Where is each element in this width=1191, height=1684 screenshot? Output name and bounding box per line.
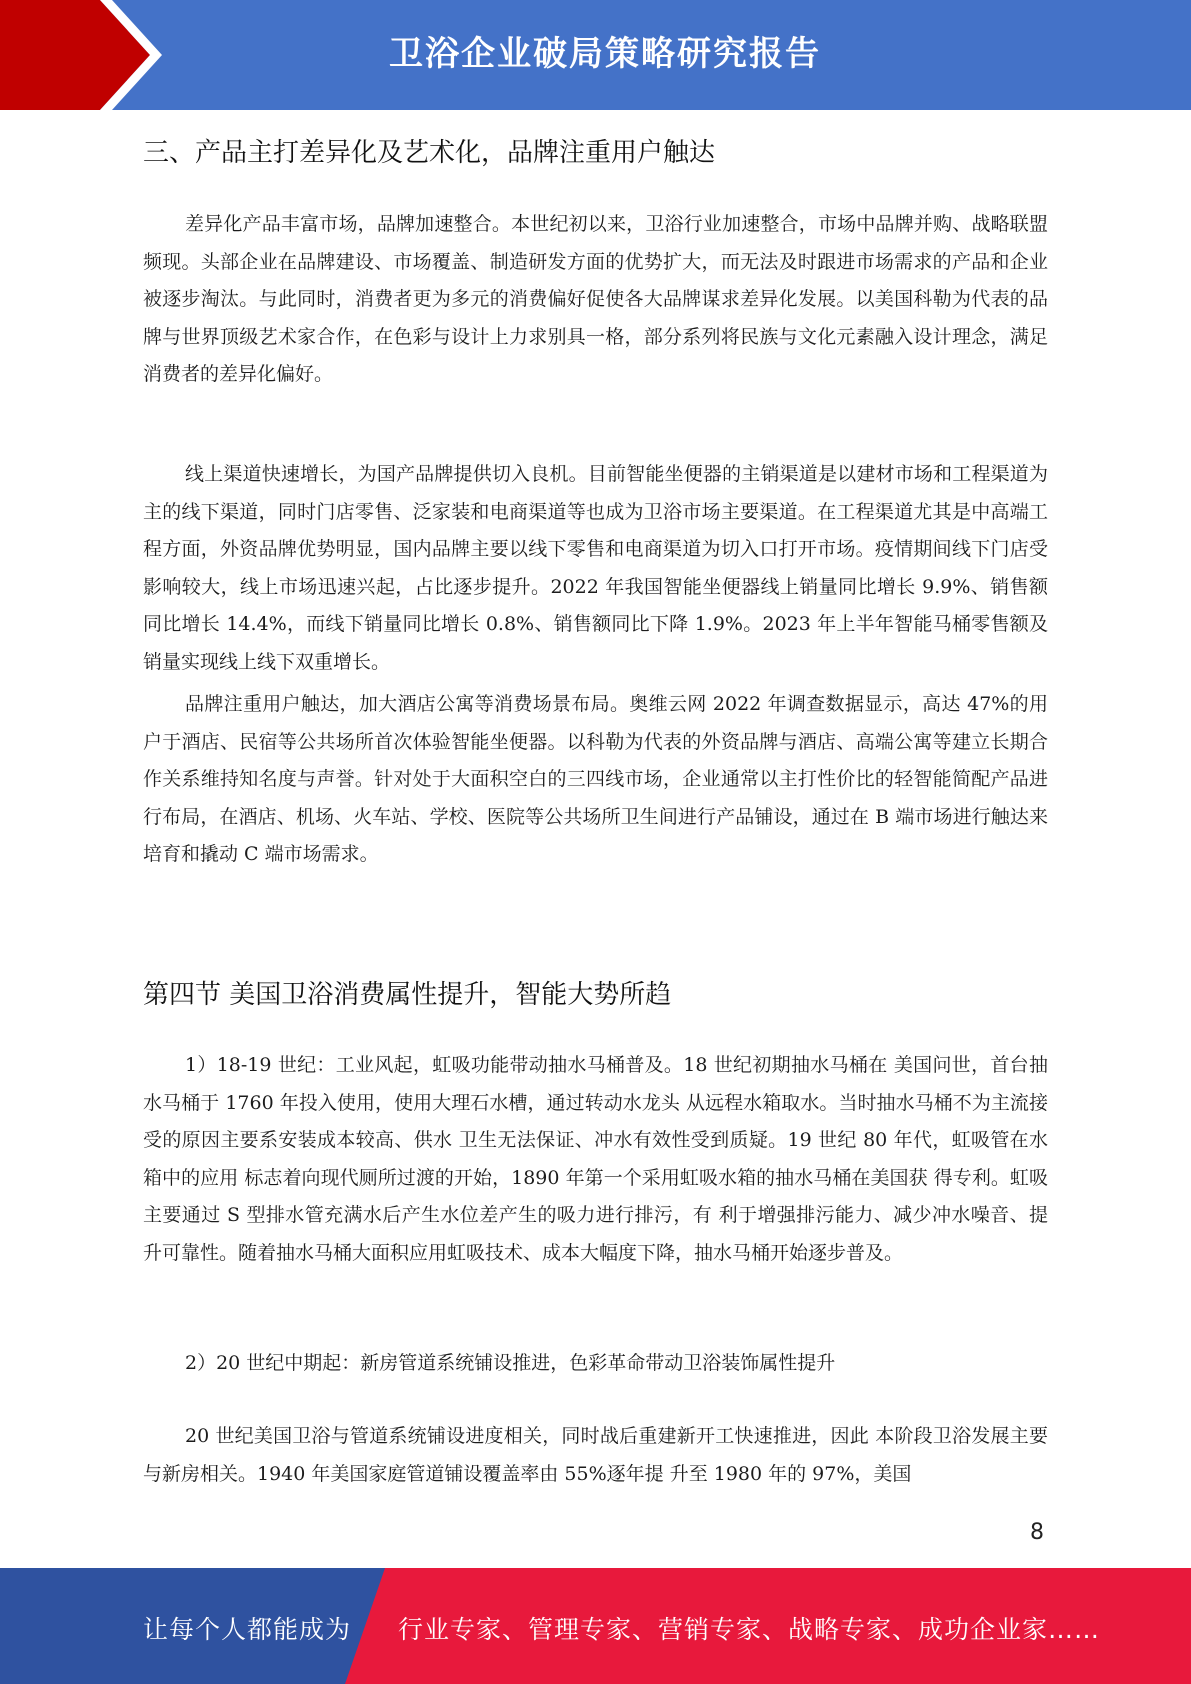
footer-slogan-right: 行业专家、管理专家、营销专家、战略专家、成功企业家…… <box>398 1615 1101 1644</box>
page-number: 8 <box>1030 1520 1044 1545</box>
section-heading: 第四节 美国卫浴消费属性提升，智能大势所趋 <box>143 980 672 1010</box>
paragraph: 品牌注重用户触达，加大酒店公寓等消费场景布局。奥维云网 2022 年调查数据显示，高达 47%的用户于酒店、民宿等公共场所首次体验智能坐便器。以科勒为代表的外资品牌与酒店、高端公寓等建立长期合作关系维持知名度与声誉。针对处于大面积空白的三四线市场，企业通常以主打性价比的轻智能简配产品进行布局，在酒店、机场、火车站、学校、医院等公共场所卫生间进行产品铺设，通过在 B 端市场进行触达来培育和撬动 C 端市场需求。 <box>143 693 1048 865</box>
header-arrow-decoration <box>0 0 300 110</box>
paragraph: 2）20 世纪中期起：新房管道系统铺设推进，色彩革命带动卫浴装饰属性提升 <box>185 1352 836 1374</box>
page-footer <box>0 1568 1191 1684</box>
report-title: 卫浴企业破局策略研究报告 <box>389 34 821 74</box>
paragraph: 线上渠道快速增长，为国产品牌提供切入良机。目前智能坐便器的主销渠道是以建材市场和工程渠道为主的线下渠道，同时门店零售、泛家装和电商渠道等也成为卫浴市场主要渠道。在工程渠道尤其是中高端工程方面，外资品牌优势明显，国内品牌主要以线下零售和电商渠道为切入口打开市场。疫情期间线下门店受影响较大，线上市场迅速兴起，占比逐步提升。2022 年我国智能坐便器线上销量同比增长 9.9%、销售额同比增长 14.4%，而线下销量同比增长 0.8%、销售额同比下降 1.9%。2023 年上半年智能马桶零售额及销量实现线上线下双重增长。 <box>143 463 1048 673</box>
paragraph: 20 世纪美国卫浴与管道系统铺设进度相关，同时战后重建新开工快速推进，因此 本阶段卫浴发展主要与新房相关。1940 年美国家庭管道铺设覆盖率由 55%逐年提 升至 1980 年的 97%，美国 <box>143 1425 1048 1485</box>
page-header <box>0 0 1191 110</box>
section-heading: 三、产品主打差异化及艺术化，品牌注重用户触达 <box>143 138 716 168</box>
paragraph: 差异化产品丰富市场，品牌加速整合。本世纪初以来，卫浴行业加速整合，市场中品牌并购、战略联盟频现。头部企业在品牌建设、市场覆盖、制造研发方面的优势扩大，而无法及时跟进市场需求的产品和企业被逐步淘汰。与此同时，消费者更为多元的消费偏好促使各大品牌谋求差异化发展。以美国科勒为代表的品牌与世界顶级艺术家合作，在色彩与设计上力求别具一格，部分系列将民族与文化元素融入设计理念，满足消费者的差异化偏好。 <box>143 213 1048 385</box>
footer-slogan-left: 让每个人都能成为 <box>143 1615 352 1644</box>
paragraph: 1）18-19 世纪：工业风起，虹吸功能带动抽水马桶普及。18 世纪初期抽水马桶在 美国问世，首台抽水马桶于 1760 年投入使用，使用大理石水槽，通过转动水龙头 从远程水箱取水。当时抽水马桶不为主流接受的原因主要系安装成本较高、供水 卫生无法保证、冲水有效性受到质疑。19 世纪 80 年代，虹吸管在水箱中的应用 标志着向现代厕所过渡的开始，1890 年第一个采用虹吸水箱的抽水马桶在美国获 得专利。虹吸主要通过 S 型排水管充满水后产生水位差产生的吸力进行排污，有 利于增强排污能力、减少冲水噪音、提升可靠性。随着抽水马桶大面积应用虹吸技术、成本大幅度下降，抽水马桶开始逐步普及。 <box>143 1054 1048 1264</box>
